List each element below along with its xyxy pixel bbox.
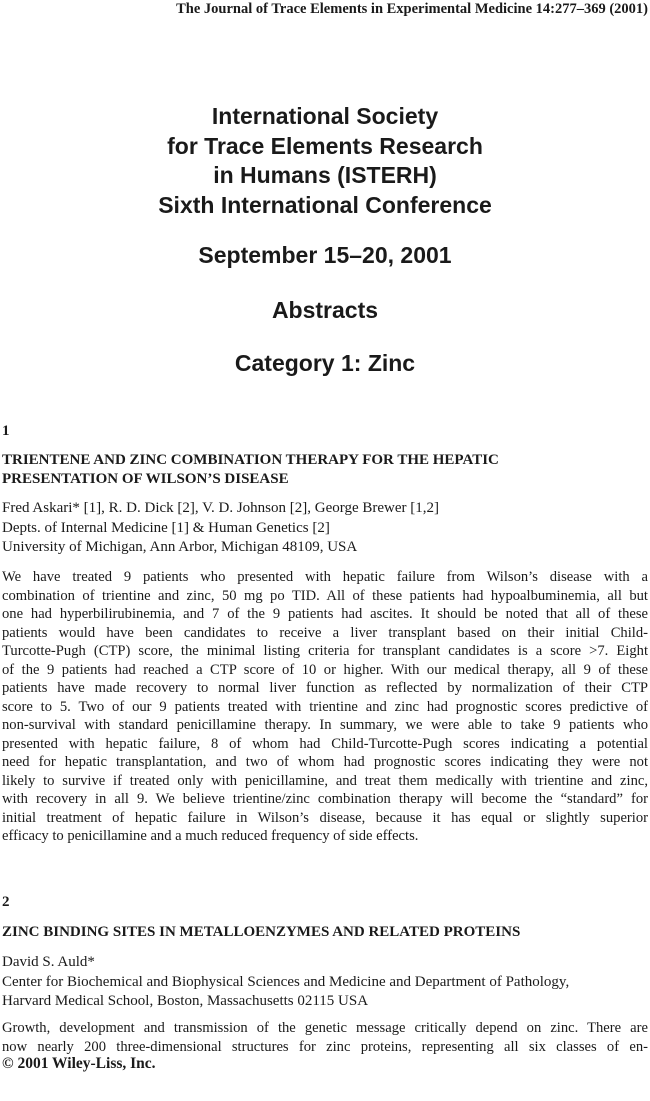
abstract-2-title <box>2 923 622 942</box>
body-line: need for hepatic transplantation, and two of whom had prognostic scores indicating they were not <box>2 754 648 770</box>
body-line: now nearly 200 three-dimensional structures for zinc proteins, representing all six classes of en- <box>2 1038 648 1055</box>
abstract-1-body <box>2 568 648 846</box>
category-heading: Category 1: Zinc <box>234 350 416 376</box>
body-line: patients would have been candidates to receive a liver transplant based on their initial Child- <box>2 624 648 641</box>
abstract-1-number: 1 <box>2 423 10 439</box>
title-line: Sixth International Conference <box>158 191 492 218</box>
abstract-2-body <box>2 1019 648 1056</box>
section-heading: Abstracts <box>271 297 379 323</box>
body-line: We have treated 9 patients who presented with hepatic failure from Wilson’s disease with a <box>2 569 648 585</box>
body-line: patients have made recovery to normal liver function as reflected by normalization of their CTP <box>2 680 648 696</box>
body-line: non-survival with standard penicillamine therapy. In summary, we were able to take 9 patients who <box>2 717 648 733</box>
body-line: with recovery in all 9. We believe trientine/zinc combination therapy will become the “standard” for <box>2 791 648 807</box>
abstract-1-authors <box>2 499 648 558</box>
body-line: presented with hepatic failure, 8 of whom had Child-Turcotte-Pugh scores indicating a potential <box>2 735 648 752</box>
abstract-1-title-line: TRIENTENE AND ZINC COMBINATION THERAPY FOR THE HEPATIC <box>2 452 499 468</box>
title-line: International Society <box>211 103 439 129</box>
abstract-1-title-line: PRESENTATION OF WILSON’S DISEASE <box>2 471 289 487</box>
abstract-2-number: 2 <box>2 894 10 910</box>
title-line: in Humans (ISTERH) <box>213 162 437 188</box>
abstract-1-author-line: Fred Askari* [1], R. D. Dick [2], V. D. Johnson [2], George Brewer [1,2] <box>2 500 440 516</box>
body-line: one had hyperbilirubinemia, and 7 of the 9 patients had ascites. It should be noted that all of these <box>2 606 648 622</box>
abstract-2-author-line: Harvard Medical School, Boston, Massachusetts 02115 USA <box>2 993 369 1009</box>
abstract-2-author-line: Center for Biochemical and Biophysical Sciences and Medicine and Department of Pathology, <box>2 973 570 990</box>
body-line: combination of trientine and zinc, 50 mg po TID. All of these patients had hypoalbuminemia, all but <box>2 587 648 604</box>
abstract-1-author-line: University of Michigan, Ann Arbor, Michigan 48109, USA <box>2 539 358 555</box>
body-line: score to 5. Two of our 9 patients treated with trientine and zinc had prognostic scores predictive of <box>2 698 648 715</box>
body-line: initial treatment of hepatic failure in Wilson’s disease, because it has equal or slightly superior <box>2 809 648 826</box>
title-line: for Trace Elements Research <box>167 132 483 159</box>
copyright-footer: © 2001 Wiley-Liss, Inc. <box>2 1055 156 1072</box>
conference-title <box>0 102 650 220</box>
abstract-2-authors <box>2 953 648 1012</box>
abstract-2-title-line: ZINC BINDING SITES IN METALLOENZYMES AND RELATED PROTEINS <box>2 924 521 940</box>
running-head: The Journal of Trace Elements in Experimental Medicine 14:277–369 (2001) <box>176 1 648 17</box>
body-line: Growth, development and transmission of the genetic message critically depend on zinc. There are <box>2 1020 648 1036</box>
body-line: likely to survive if treated only with penicillamine, and treat them medically with trientine and zinc, <box>2 772 648 789</box>
conference-dates: September 15–20, 2001 <box>198 242 452 268</box>
abstract-1-title <box>2 451 622 489</box>
abstract-2-author-line: David S. Auld* <box>2 954 95 970</box>
abstract-1-author-line: Depts. of Internal Medicine [1] & Human Genetics [2] <box>2 519 330 536</box>
body-line: efficacy to penicillamine and a much reduced frequency of side effects. <box>2 828 419 844</box>
body-line: Turcotte-Pugh (CTP) score, the minimal listing criteria for transplant candidates is a score >7. Eight <box>2 643 648 659</box>
body-line: of the 9 patients had reached a CTP score of 10 or higher. With our medical therapy, all 9 of these <box>2 661 648 678</box>
